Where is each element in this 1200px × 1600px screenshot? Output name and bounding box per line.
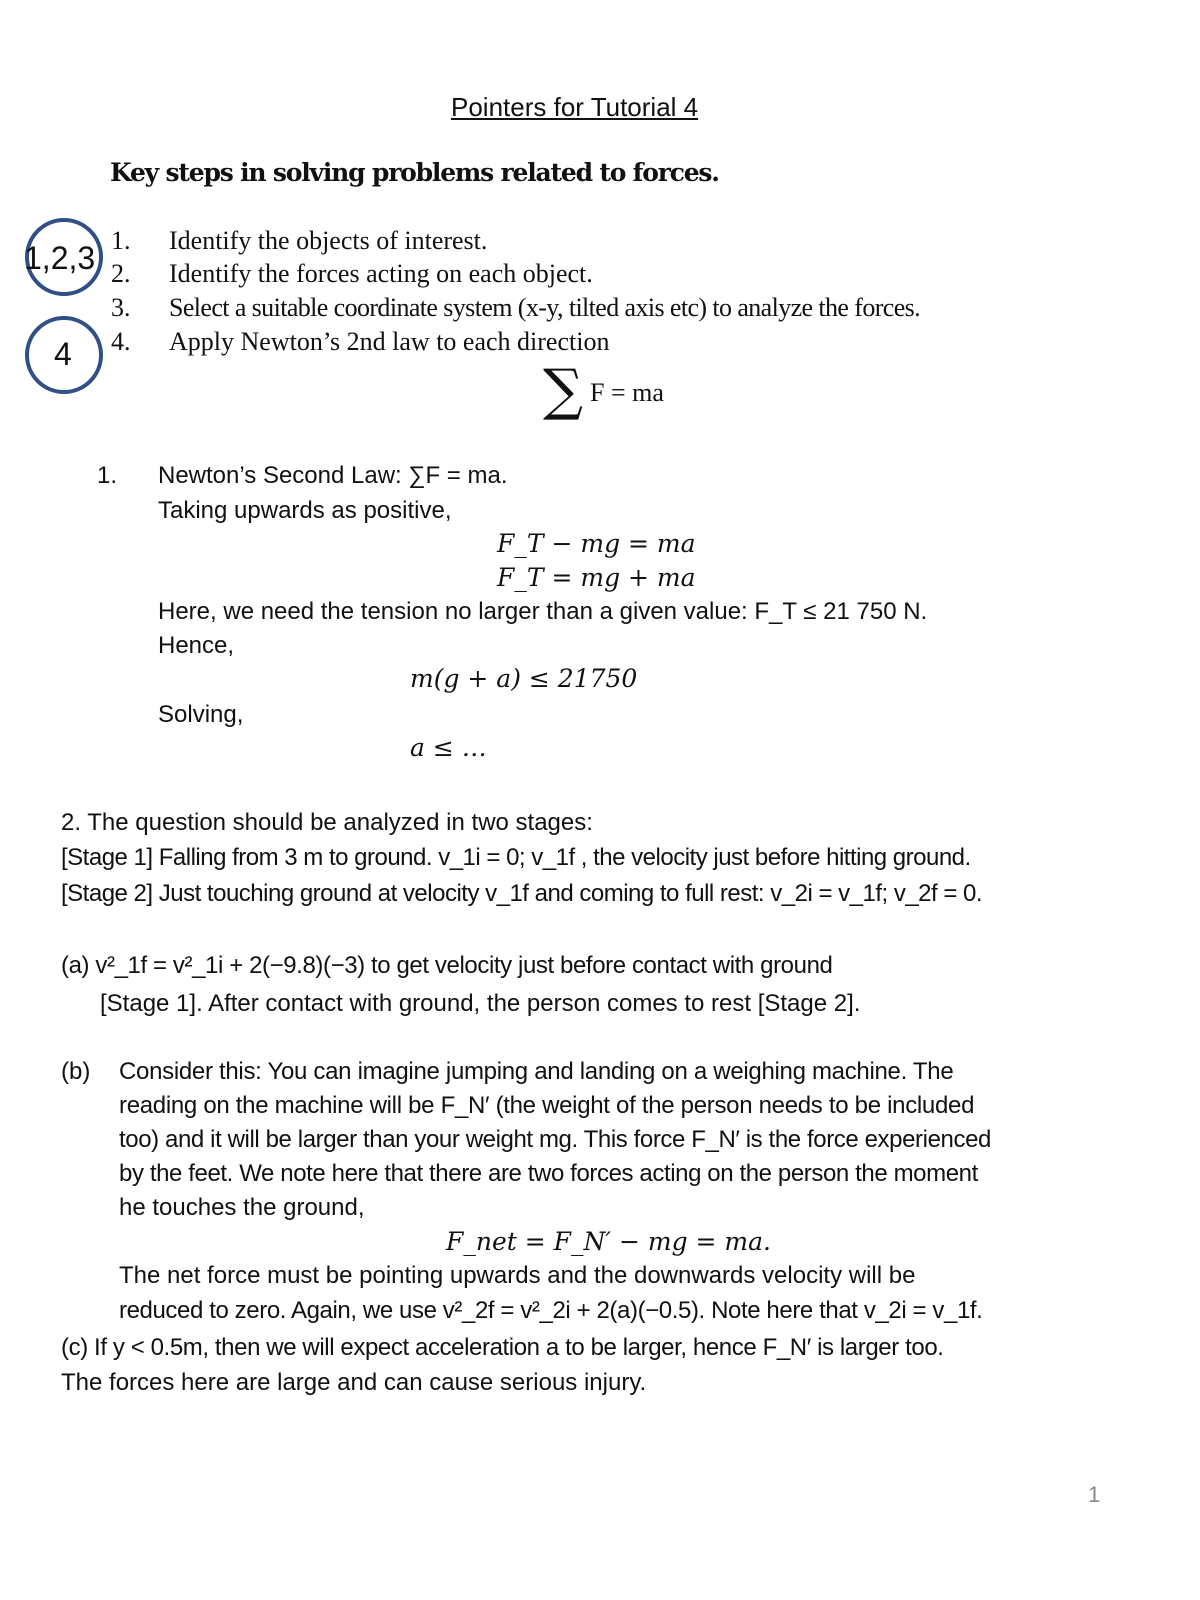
q2-part-a-line: [Stage 1]. After contact with ground, the person comes to rest [Stage 2]. bbox=[100, 990, 861, 1017]
closing-line: The forces here are large and can cause serious injury. bbox=[61, 1369, 647, 1396]
q1-line: Solving, bbox=[158, 701, 244, 728]
q2-part-b-line: by the feet. We note here that there are two forces acting on the person the moment bbox=[119, 1160, 978, 1187]
q2-part-b-line: The net force must be pointing upwards and the downwards velocity will be bbox=[119, 1262, 916, 1289]
step-number: 4. bbox=[111, 327, 131, 356]
q2-part-b-line: reading on the machine will be F_N′ (the weight of the person needs to be included bbox=[119, 1092, 975, 1119]
q1-line: Taking upwards as positive, bbox=[158, 497, 452, 524]
q2-line: [Stage 1] Falling from 3 m to ground. v_1i = 0; v_1f , the velocity just before hitting ground. bbox=[61, 844, 971, 871]
step-text: Identify the objects of interest. bbox=[169, 226, 488, 255]
step-text: Apply Newton’s 2nd law to each direction bbox=[169, 327, 610, 356]
q1-line: Newton’s Second Law: ∑F = ma. bbox=[158, 462, 508, 489]
q2-part-b-line: he touches the ground, bbox=[119, 1194, 365, 1221]
step-number: 3. bbox=[111, 293, 131, 322]
step-number: 2. bbox=[111, 259, 131, 288]
q2-part-b-equation: F_net = F_N′ − mg = ma. bbox=[446, 1227, 771, 1256]
q2-part-b-line: too) and it will be larger than your weight mg. This force F_N′ is the force experienced bbox=[119, 1126, 991, 1153]
step-number: 1. bbox=[111, 226, 131, 255]
annotation-circle-2-label: 4 bbox=[54, 336, 72, 372]
q1-line: Here, we need the tension no larger than a given value: F_T ≤ 21 750 N. bbox=[158, 598, 928, 625]
q1-equation: m(g + a) ≤ 21750 bbox=[410, 664, 638, 693]
q1-equation: F_T = mg + ma bbox=[497, 563, 696, 592]
step-text: Select a suitable coordinate system (x-y, tilted axis etc) to analyze the forces. bbox=[169, 293, 921, 322]
sigma-symbol: ∑ bbox=[543, 358, 583, 423]
q2-part-c-line: (c) If y < 0.5m, then we will expect acceleration a to be larger, hence F_N′ is larger too. bbox=[61, 1334, 944, 1361]
q1-equation: F_T − mg = ma bbox=[497, 529, 696, 558]
q2-part-b-line: Consider this: You can imagine jumping and landing on a weighing machine. The bbox=[119, 1058, 954, 1085]
section-subheading: Key steps in solving problems related to forces. bbox=[110, 158, 719, 187]
page-number: 1 bbox=[1088, 1482, 1101, 1507]
q2-line: 2. The question should be analyzed in two stages: bbox=[61, 809, 593, 836]
newton-formula: F = ma bbox=[590, 378, 664, 407]
list-item bbox=[111, 259, 1111, 291]
q2-part-b-line: reduced to zero. Again, we use v²_2f = v²_2i + 2(a)(−0.5). Note here that v_2i = v_1f. bbox=[119, 1297, 983, 1324]
list-item bbox=[111, 327, 1111, 359]
annotation-circle-1-label: 1,2,3 bbox=[24, 240, 96, 276]
q1-equation: a ≤ … bbox=[410, 733, 487, 762]
q1-number: 1. bbox=[97, 462, 118, 489]
list-item bbox=[111, 293, 1111, 325]
page-title: Pointers for Tutorial 4 bbox=[451, 92, 699, 122]
q1-line: Hence, bbox=[158, 632, 235, 659]
q2-part-b-label: (b) bbox=[61, 1058, 91, 1085]
q2-part-a-line: (a) v²_1f = v²_1i + 2(−9.8)(−3) to get velocity just before contact with ground bbox=[61, 952, 833, 979]
q2-line: [Stage 2] Just touching ground at velocity v_1f and coming to full rest: v_2i = v_1f; v_2f = 0. bbox=[61, 880, 983, 907]
step-text: Identify the forces acting on each object. bbox=[169, 259, 593, 288]
list-item bbox=[111, 226, 1111, 258]
